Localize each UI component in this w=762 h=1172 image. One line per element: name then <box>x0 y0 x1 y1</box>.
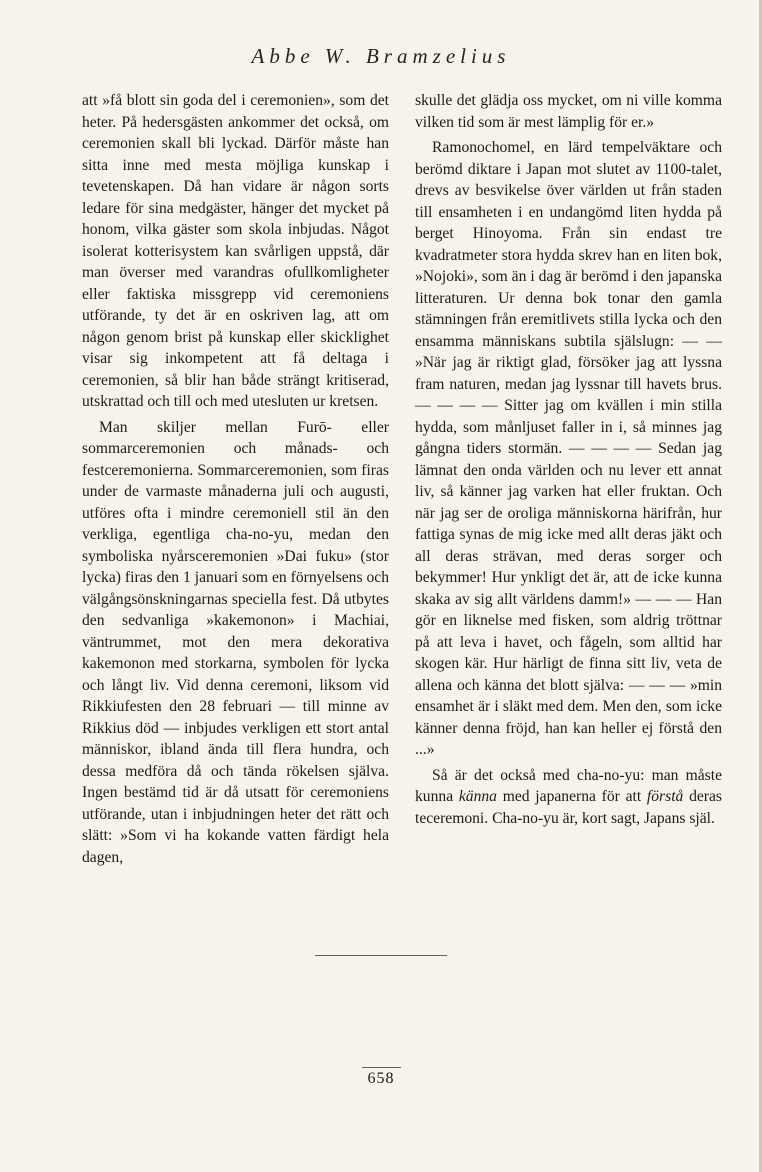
emphasis: känna <box>458 788 497 805</box>
paragraph: att »få blott sin goda del i ceremonien», som det heter. På hedersgästen ankommer det också, om ceremonien skall bli lyckad. Därför måste han sitta inne med mesta möjliga kunskap i tevetenskapen. Då han vidare är någon sorts ledare för sina medgäster, hänger det mycket på honom, vilka gäster som skola inbjudas. Något isolerat kotterisystem kan svårligen uppstå, där man överser med varandras ofullkomligheter eller faktiska missgrepp vid ceremoniens utförande, ty det är en oskriven lag, att om någon genom brist på kunskap eller skicklighet visar sig inkompetent att få deltaga i ceremonien, så blir han både strängt kritiserad, utskrattad och till och med utesluten ur kretsen. <box>82 92 389 410</box>
text-run: med japanerna för att <box>496 788 647 805</box>
running-header: Abbe W. Bramzelius <box>251 44 511 68</box>
page-number <box>0 1070 762 1088</box>
text-run: Så är det också med cha-no-yu: man måste kunna <box>415 766 722 805</box>
paragraph: Ramonochomel, en lärd tempelväktare och berömd diktare i Japan mot slutet av 1100-talet, drevs av besvikelse över världen ut från staden till ensamheten i en undangömd liten hydda på berget Hinoyoma. Från sin endast tre kvadratmeter stora hydda skrev han en liten bok, »Nojoki», som än i dag är berömd i den japanska litteraturen. Ur denna bok tonar den gamla stämningen från eremitlivets stilla lycka och den ensamma människans subtila själslugn: — — »När jag är riktigt glad, försöker jag att lyssna fram naturen, medan jag lyssnar till havets brus. — — — — Sitter jag om kvällen i min stilla hydda, som månljuset faller in i, så minnes jag gångna tiders stormän. — — — — Sedan jag lämnat den onda världen och nu lever ett annat liv, så känner jag varken hat eller fruktan. Och när jag ser de oroliga människorna härifrån, hur fattiga synas de mig icke med allt deras jäkt och all deras strävan, med deras sorger och bekymmer! Hur ynkligt det är, att de icke kunna skaka av sig allt världens damm!» — — — Han gör en liknelse med fisken, som aldrig tröttnar på att leva i havet, och fågeln, som alltid har skogen kär. Hur härligt de finna sitt liv, veta de allena och känna det blott själva: — — — »min ensamhet är i släkt med dem. Men den, som icke känner denna fröjd, han kan heller ej förstå den ...» <box>415 139 722 758</box>
section-divider <box>315 955 447 956</box>
page-number-label: 658 <box>362 1067 401 1087</box>
text-run: deras teceremoni. Cha-no-yu är, kort sagt, Japans själ. <box>415 788 722 827</box>
left-column <box>82 90 389 868</box>
paragraph: Man skiljer mellan Furō- eller sommarceremonien och månads- och festceremonierna. Sommarceremonien, som firas under de varmaste månaderna juli och augusti, utföres ofta i mindre ceremoniell stil än den verkliga, egentliga cha-no-yu, medan den symboliska nyårsceremonien »Dai fuku» (stor lycka) firas den 1 januari som en förnyelsens och välgångsönskningarnas speciella fest. Då utbytes den sedvanliga »kakemonon» i Machiai, väntrummet, mot den mera dekorativa kakemonon med storkarna, symbolen för lycka och långt liv. Vid denna ceremoni, liksom vid Rikkiufesten den 28 februari — till minne av Rikkius död — inbjudes verkligen ett stort antal människor, ibland ända till flera hundra, och dessa medföra då och tända rökelsen själva. Ingen bestämd tid är då utsatt för ceremoniens utförande, utan i inbjudningen heter det rätt och slätt: »Som vi ha kokande vatten färdigt hela dagen, <box>82 418 389 866</box>
right-column <box>415 90 722 829</box>
paragraph <box>415 765 722 830</box>
emphasis: förstå <box>646 788 684 805</box>
paragraph: skulle det glädja oss mycket, om ni ville komma vilken tid som är mest lämplig för er.» <box>415 92 722 131</box>
